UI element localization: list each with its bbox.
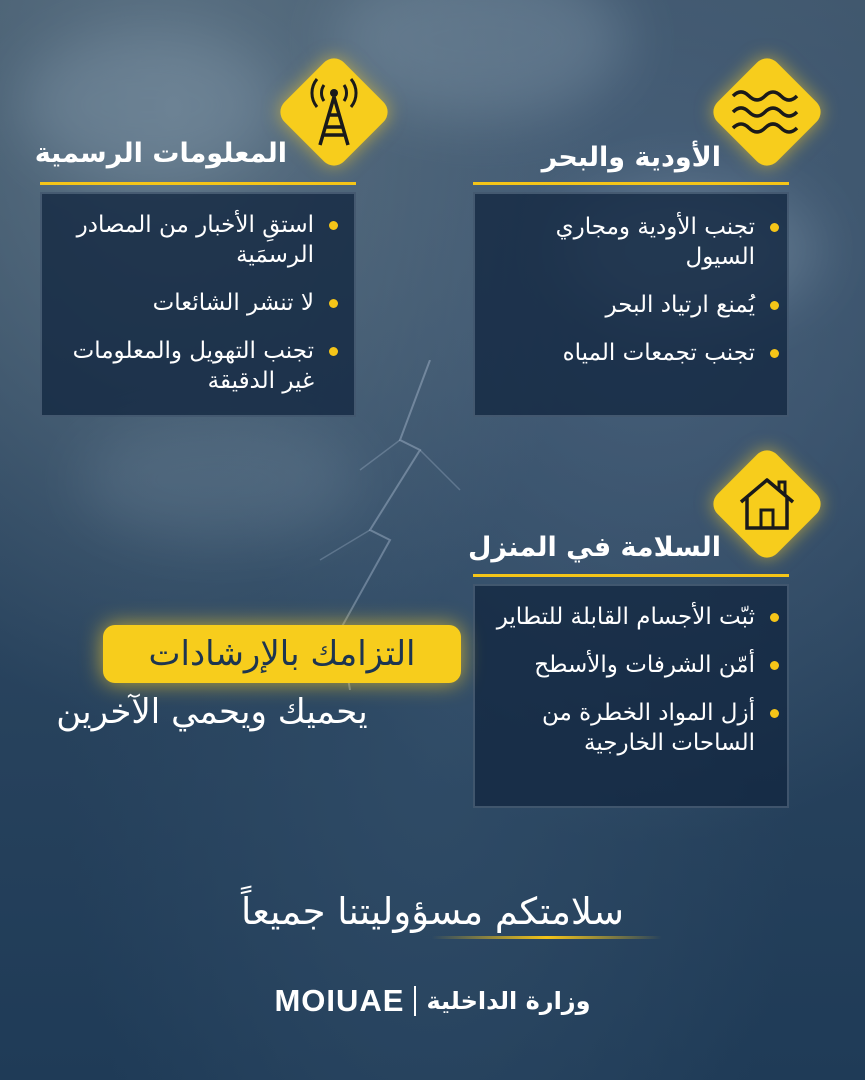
item-text: يُمنع ارتياد البحر xyxy=(605,292,755,318)
waves-icon xyxy=(722,67,812,157)
list-item xyxy=(491,602,781,632)
item-text: لا تنشر الشائعات xyxy=(152,290,314,316)
list-item xyxy=(491,212,781,272)
card-home-safety xyxy=(473,584,789,808)
list-item xyxy=(491,698,781,758)
closing-message: سلامتكم مسؤوليتنا جميعاً xyxy=(240,890,625,933)
item-text: تجنب الأودية ومجاري السيول xyxy=(555,214,755,270)
list-item xyxy=(491,650,781,680)
card-official-info xyxy=(40,192,356,417)
bullet xyxy=(770,349,779,358)
closing-underline xyxy=(432,936,662,939)
heading-underline xyxy=(40,182,356,185)
bullet xyxy=(329,299,338,308)
bullet xyxy=(329,221,338,230)
bullet xyxy=(770,223,779,232)
slogan-subtitle: يحميك ويحمي الآخرين xyxy=(56,692,368,732)
section-title: السلامة في المنزل xyxy=(468,532,721,563)
bullet xyxy=(770,613,779,622)
signal-tower-icon xyxy=(289,67,379,157)
slogan-highlight-text: التزامك بالإرشادات xyxy=(148,634,416,674)
list-item xyxy=(48,210,340,270)
list-item xyxy=(491,338,781,368)
card-valleys-sea xyxy=(473,192,789,417)
brand-name: MOIUAE xyxy=(274,983,405,1018)
heading-underline xyxy=(473,182,789,185)
house-icon xyxy=(722,459,812,549)
bullet xyxy=(770,301,779,310)
item-text: تجنب تجمعات المياه xyxy=(562,340,755,366)
divider xyxy=(414,986,416,1016)
ministry-name: وزارة الداخلية xyxy=(426,987,591,1015)
bullet xyxy=(770,661,779,670)
footer-logo xyxy=(0,983,865,1019)
slogan-highlight xyxy=(103,625,461,683)
item-text: تجنب التهويل والمعلومات غير الدقيقة xyxy=(72,338,314,394)
section-title: المعلومات الرسمية xyxy=(34,138,287,169)
section-title: الأودية والبحر xyxy=(541,142,721,173)
heading-underline xyxy=(473,574,789,577)
item-text: أزل المواد الخطرة من الساحات الخارجية xyxy=(541,700,755,756)
list-item xyxy=(491,290,781,320)
list-item xyxy=(48,288,340,318)
bullet xyxy=(770,709,779,718)
item-text: ثبّت الأجسام القابلة للتطاير xyxy=(496,604,755,630)
list-item xyxy=(48,336,340,396)
bullet xyxy=(329,347,338,356)
item-text: استقِ الأخبار من المصادر الرسمَية xyxy=(76,212,314,268)
item-text: أمّن الشرفات والأسطح xyxy=(534,652,755,678)
